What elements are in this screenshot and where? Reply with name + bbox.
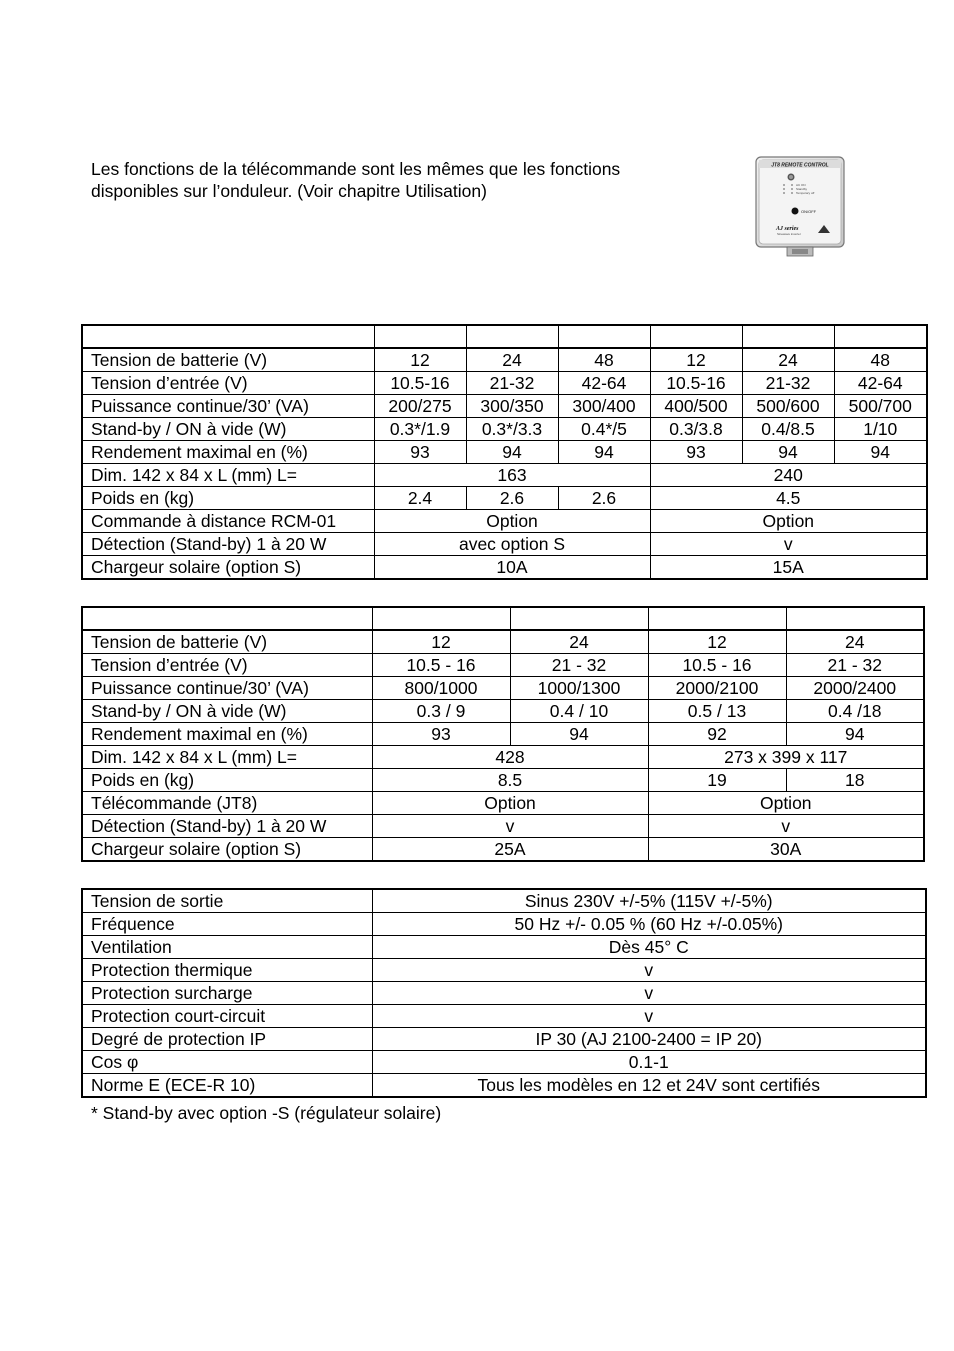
table-cell: 0.3*/1.9 bbox=[374, 418, 466, 441]
table-row bbox=[82, 1074, 926, 1098]
table-header-row bbox=[82, 325, 927, 348]
table-row bbox=[82, 959, 926, 982]
table-row bbox=[82, 936, 926, 959]
device-brand: AJ series bbox=[776, 226, 799, 232]
table-row bbox=[82, 441, 927, 464]
table-cell: 93 bbox=[374, 441, 466, 464]
table-cell: 0.3/3.8 bbox=[650, 418, 742, 441]
table-cell: 24 bbox=[510, 630, 648, 654]
row-label: Commande à distance RCM-01 bbox=[82, 510, 374, 533]
table-cell: 500/700 bbox=[834, 395, 927, 418]
table-cell: v bbox=[372, 982, 926, 1005]
table-cell: 94 bbox=[834, 441, 927, 464]
device-button-label: ON/OFF bbox=[801, 209, 817, 214]
header-cell bbox=[786, 607, 924, 630]
table-cell: 10.5 - 16 bbox=[372, 654, 510, 677]
table-row bbox=[82, 723, 924, 746]
table-cell: 0.3*/3.3 bbox=[466, 418, 558, 441]
table-cell: Tous les modèles en 12 et 24V sont certifiés bbox=[372, 1074, 926, 1098]
table-row bbox=[82, 746, 924, 769]
table-cell: 0.1-1 bbox=[372, 1051, 926, 1074]
table-cell: 94 bbox=[510, 723, 648, 746]
table-cell: 24 bbox=[786, 630, 924, 654]
table-cell: 2.6 bbox=[466, 487, 558, 510]
header-cell bbox=[648, 607, 786, 630]
row-label: Chargeur solaire (option S) bbox=[82, 556, 374, 580]
table-cell: 25A bbox=[372, 838, 648, 862]
table-cell: 0.3 / 9 bbox=[372, 700, 510, 723]
table-row bbox=[82, 913, 926, 936]
table-cell: 10.5-16 bbox=[650, 372, 742, 395]
table-cell: 300/400 bbox=[558, 395, 650, 418]
table-row bbox=[82, 1051, 926, 1074]
row-label: Tension de batterie (V) bbox=[82, 348, 374, 372]
table-cell: 163 bbox=[374, 464, 650, 487]
table-cell: 93 bbox=[372, 723, 510, 746]
table-cell: 10.5-16 bbox=[374, 372, 466, 395]
table-cell: v bbox=[650, 533, 927, 556]
table-cell: 8.5 bbox=[372, 769, 648, 792]
table-cell: 12 bbox=[650, 348, 742, 372]
row-label: Cos φ bbox=[82, 1051, 372, 1074]
table-cell: 21-32 bbox=[466, 372, 558, 395]
table-cell: 42-64 bbox=[558, 372, 650, 395]
table-cell: 21 - 32 bbox=[786, 654, 924, 677]
footnote: * Stand-by avec option -S (régulateur solaire) bbox=[91, 1103, 442, 1123]
row-label: Poids en (kg) bbox=[82, 769, 372, 792]
table-row bbox=[82, 556, 927, 580]
table-cell: 21-32 bbox=[742, 372, 834, 395]
row-label: Dim. 142 x 84 x L (mm) L= bbox=[82, 746, 372, 769]
table-cell: 2.6 bbox=[558, 487, 650, 510]
spec-table-2 bbox=[81, 606, 925, 862]
header-cell bbox=[374, 325, 466, 348]
row-label: Tension de sortie bbox=[82, 889, 372, 913]
table-cell: 273 x 399 x 117 bbox=[648, 746, 924, 769]
device-subtitle: Sinewave inverter bbox=[777, 232, 801, 236]
table-cell: 48 bbox=[558, 348, 650, 372]
table-cell: 240 bbox=[650, 464, 927, 487]
row-label: Protection court-circuit bbox=[82, 1005, 372, 1028]
spec-table-1 bbox=[81, 324, 928, 580]
table-cell: 24 bbox=[466, 348, 558, 372]
table-cell: Option bbox=[650, 510, 927, 533]
table-cell: Option bbox=[372, 792, 648, 815]
row-label: Norme E (ECE-R 10) bbox=[82, 1074, 372, 1098]
table-cell: 0.4 / 10 bbox=[510, 700, 648, 723]
table-row bbox=[82, 464, 927, 487]
table-cell: 2.4 bbox=[374, 487, 466, 510]
row-label: Protection thermique bbox=[82, 959, 372, 982]
row-label: Protection surcharge bbox=[82, 982, 372, 1005]
table-row bbox=[82, 1005, 926, 1028]
header-cell bbox=[742, 325, 834, 348]
intro-line-2: disponibles sur l’onduleur. (Voir chapitre Utilisation) bbox=[91, 181, 487, 201]
row-label: Tension d’entrée (V) bbox=[82, 372, 374, 395]
table-cell: 30A bbox=[648, 838, 924, 862]
table-cell: 12 bbox=[374, 348, 466, 372]
table-cell: 400/500 bbox=[650, 395, 742, 418]
table-cell: 21 - 32 bbox=[510, 654, 648, 677]
table-cell: 300/350 bbox=[466, 395, 558, 418]
table-cell: 0.4/8.5 bbox=[742, 418, 834, 441]
row-label: Tension de batterie (V) bbox=[82, 630, 372, 654]
header-cell bbox=[558, 325, 650, 348]
table-row bbox=[82, 769, 924, 792]
table-cell: 10A bbox=[374, 556, 650, 580]
table-row bbox=[82, 1028, 926, 1051]
intro-line-1: Les fonctions de la télécommande sont les mêmes que les fonctions bbox=[91, 159, 621, 179]
row-label: Poids en (kg) bbox=[82, 487, 374, 510]
table-cell: Sinus 230V +/-5% (115V +/-5%) bbox=[372, 889, 926, 913]
table-row bbox=[82, 348, 927, 372]
table-cell: 0.5 / 13 bbox=[648, 700, 786, 723]
table-cell: 24 bbox=[742, 348, 834, 372]
table-row bbox=[82, 372, 927, 395]
table-row bbox=[82, 700, 924, 723]
table-cell: 42-64 bbox=[834, 372, 927, 395]
device-led-3: Temporary off bbox=[796, 191, 815, 195]
table-cell: Dès 45° C bbox=[372, 936, 926, 959]
table-cell: 4.5 bbox=[650, 487, 927, 510]
table-cell: 10.5 - 16 bbox=[648, 654, 786, 677]
table-cell: 12 bbox=[648, 630, 786, 654]
spec-table-3 bbox=[81, 888, 927, 1098]
header-cell bbox=[834, 325, 927, 348]
table-cell: 1000/1300 bbox=[510, 677, 648, 700]
table-cell: Option bbox=[648, 792, 924, 815]
table-row bbox=[82, 654, 924, 677]
row-label: Degré de protection IP bbox=[82, 1028, 372, 1051]
table-row bbox=[82, 677, 924, 700]
table-cell: 2000/2100 bbox=[648, 677, 786, 700]
row-label: Tension d’entrée (V) bbox=[82, 654, 372, 677]
row-label: Détection (Stand-by) 1 à 20 W bbox=[82, 533, 374, 556]
header-cell bbox=[82, 607, 372, 630]
table-cell: v bbox=[372, 1005, 926, 1028]
header-cell bbox=[82, 325, 374, 348]
table-cell: 0.4*/5 bbox=[558, 418, 650, 441]
header-cell bbox=[372, 607, 510, 630]
row-label: Stand-by / ON à vide (W) bbox=[82, 418, 374, 441]
header-cell bbox=[650, 325, 742, 348]
row-label: Puissance continue/30’ (VA) bbox=[82, 395, 374, 418]
row-label: Télécommande (JT8) bbox=[82, 792, 372, 815]
table-cell: 0.4 /18 bbox=[786, 700, 924, 723]
table-row bbox=[82, 838, 924, 862]
device-header: JT8 REMOTE CONTROL bbox=[771, 162, 829, 169]
row-label: Rendement maximal en (%) bbox=[82, 441, 374, 464]
table-row bbox=[82, 889, 926, 913]
table-cell: 15A bbox=[650, 556, 927, 580]
row-label: Puissance continue/30’ (VA) bbox=[82, 677, 372, 700]
remote-control-image bbox=[754, 155, 848, 259]
table-cell: v bbox=[372, 815, 648, 838]
row-label: Dim. 142 x 84 x L (mm) L= bbox=[82, 464, 374, 487]
header-cell bbox=[510, 607, 648, 630]
row-label: Fréquence bbox=[82, 913, 372, 936]
table-row bbox=[82, 395, 927, 418]
table-row bbox=[82, 418, 927, 441]
table-cell: avec option S bbox=[374, 533, 650, 556]
table-cell: 2000/2400 bbox=[786, 677, 924, 700]
table-cell: v bbox=[648, 815, 924, 838]
table-row bbox=[82, 982, 926, 1005]
table-row bbox=[82, 630, 924, 654]
header-cell bbox=[466, 325, 558, 348]
table-cell: 48 bbox=[834, 348, 927, 372]
table-cell: 12 bbox=[372, 630, 510, 654]
table-cell: 18 bbox=[786, 769, 924, 792]
device-led-2: Standby bbox=[796, 187, 808, 191]
table-cell: 1/10 bbox=[834, 418, 927, 441]
row-label: Chargeur solaire (option S) bbox=[82, 838, 372, 862]
table-cell: 50 Hz +/- 0.05 % (60 Hz +/-0.05%) bbox=[372, 913, 926, 936]
table-row bbox=[82, 533, 927, 556]
table-cell: 19 bbox=[648, 769, 786, 792]
row-label: Détection (Stand-by) 1 à 20 W bbox=[82, 815, 372, 838]
table-cell: 92 bbox=[648, 723, 786, 746]
table-cell: 200/275 bbox=[374, 395, 466, 418]
table-cell: 94 bbox=[558, 441, 650, 464]
intro-text bbox=[91, 158, 711, 202]
table-row bbox=[82, 487, 927, 510]
table-cell: 94 bbox=[466, 441, 558, 464]
row-label: Rendement maximal en (%) bbox=[82, 723, 372, 746]
table-cell: Option bbox=[374, 510, 650, 533]
table-cell: IP 30 (AJ 2100-2400 = IP 20) bbox=[372, 1028, 926, 1051]
table-cell: 94 bbox=[742, 441, 834, 464]
table-cell: v bbox=[372, 959, 926, 982]
device-led-1: AC ON bbox=[796, 183, 806, 187]
table-cell: 93 bbox=[650, 441, 742, 464]
table-cell: 500/600 bbox=[742, 395, 834, 418]
table-row bbox=[82, 815, 924, 838]
table-row bbox=[82, 792, 924, 815]
table-cell: 94 bbox=[786, 723, 924, 746]
row-label: Ventilation bbox=[82, 936, 372, 959]
row-label: Stand-by / ON à vide (W) bbox=[82, 700, 372, 723]
table-cell: 428 bbox=[372, 746, 648, 769]
table-header-row bbox=[82, 607, 924, 630]
table-cell: 800/1000 bbox=[372, 677, 510, 700]
table-row bbox=[82, 510, 927, 533]
